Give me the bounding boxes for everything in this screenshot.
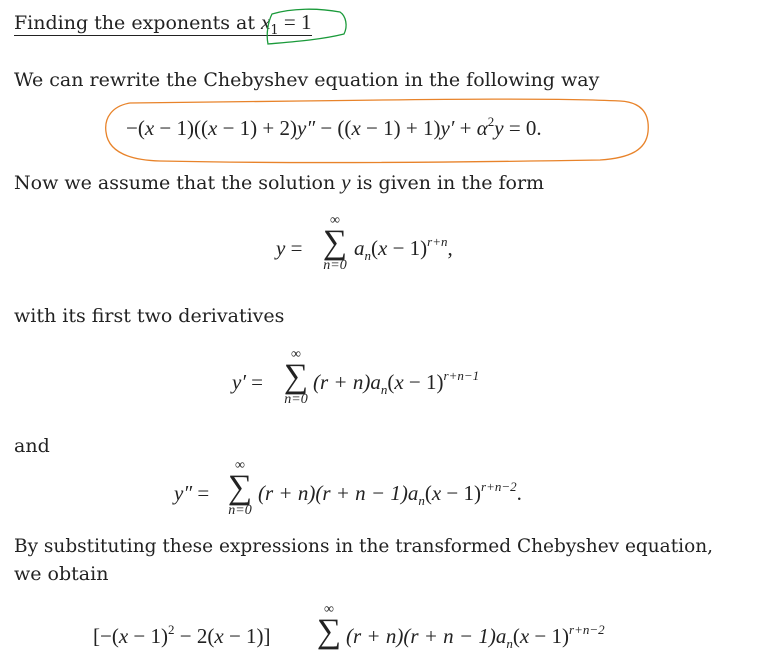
equation-substituted-rhs: $(r + n)(r + n - 1)a_n(x - 1)^{r+n-2}$ (346, 622, 605, 651)
heading-text: Finding the exponents at (14, 12, 262, 34)
heading-rest: = 1 (278, 10, 312, 34)
green-circle-annotation (267, 9, 346, 44)
summation-symbol: ∞ ∑ n=0 (322, 213, 348, 273)
equation-first-derivative-rhs: $(r + n)a_n(x - 1)^{r+n-1}$ (313, 368, 480, 397)
paragraph-intro: We can rewrite the Chebyshev equation in the following way (14, 69, 600, 91)
equation-series-y: y = (276, 236, 303, 260)
paragraph-assumption: Now we assume that the solution y is given in the form (14, 170, 545, 194)
equation-second-derivative-rhs: $(r + n)(r + n - 1)a_n(x - 1)^{r+n-2}$. (258, 479, 522, 508)
equation-chebyshev-transformed: $-(x - 1)((x - 1) + 2)y'' - ((x - 1) + 1)y' + \alpha^2y = 0$. (126, 114, 542, 140)
summation-symbol: ∞ ∑ (316, 602, 342, 650)
equation-first-derivative: y′ = (232, 370, 264, 394)
equation-substituted-lhs: $[-(x - 1)^2 - 2(x - 1)]$ (93, 622, 271, 648)
paragraph-derivatives: with its first two derivatives (14, 305, 285, 327)
equation-second-derivative: y″ = (174, 481, 210, 505)
orange-circle-annotation (106, 99, 649, 162)
paragraph-and: and (14, 435, 50, 457)
summation-symbol: ∞ ∑ n=0 (283, 347, 309, 407)
equation-series-y-rhs: $a_n(x - 1)^{r+n}$, (354, 234, 453, 263)
heading-var: x (261, 10, 271, 34)
summation-symbol: ∞ ∑ n=0 (227, 458, 253, 518)
paragraph-substitution-line2: we obtain (14, 563, 109, 585)
paragraph-substitution-line1: By substituting these expressions in the transformed Chebyshev equation, (14, 536, 713, 557)
heading-sub: 1 (270, 23, 279, 38)
